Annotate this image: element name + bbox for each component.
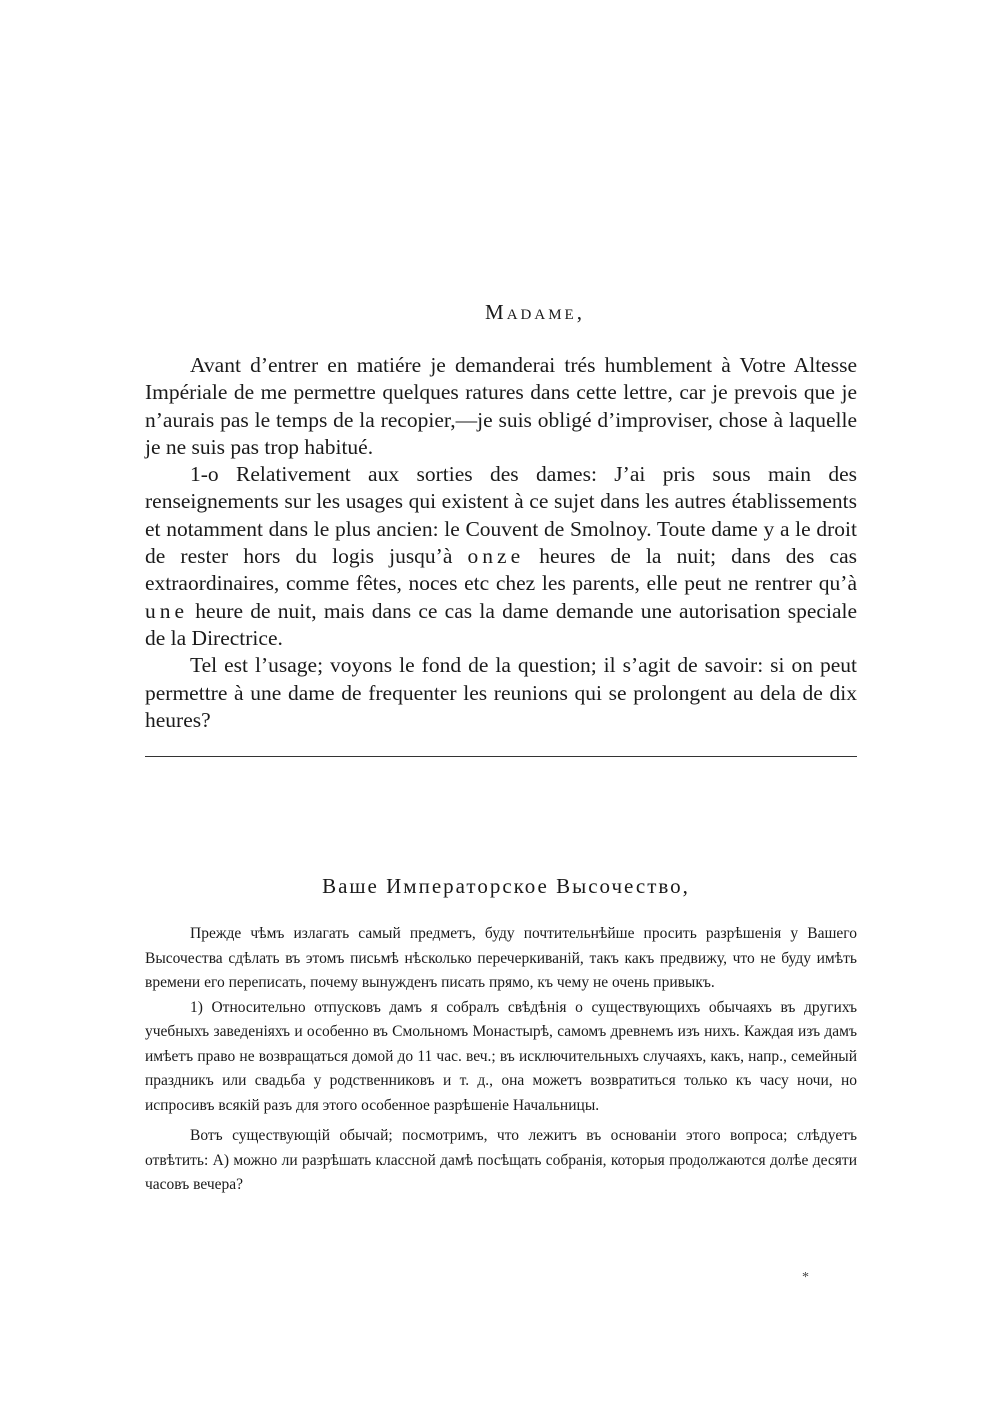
french-paragraph-2: 1-o Relativement aux sorties des dames: J’ai pris sous main des renseignements sur les usages qui existent à ce sujet dans les autres établissements et notamment dans le plus ancien: le Couvent de Smolnoy. Toute dame y a le droit de rester hors du logis jusqu’à onze heures de la nuit; dans des cas extraordinaires, comme fêtes, noces etc chez les parents, elle peut ne rentrer qu’à une heure de nuit, mais dans ce cas la dame demande une autorisation speciale de la Directrice. — [145, 462, 857, 650]
russian-salutation: Ваше Императорское Высочество, — [322, 874, 690, 898]
french-letter-body — [145, 352, 857, 734]
french-salutation: Madame, — [485, 300, 585, 324]
french-paragraph-1: Avant d’entrer en matiére je demanderai trés humblement à Votre Altesse Impériale de me permettre quelques ratures dans cette lettre, car je prevois que je n’aurais pas le temps de la recopier,—je suis obligé d’improviser, chose à laquelle je ne suis pas trop habitué. — [145, 353, 857, 459]
footnote-mark: * — [802, 1270, 809, 1285]
russian-paragraph-1: Прежде чѣмъ излагать самый предметъ, буду почтительнѣйше просить разрѣшенія у Вашего Высочества сдѣлать въ этомъ письмѣ нѣсколько перечеркиваній, такъ какъ предвижу, что не буду имѣть времени его переписать, почему вынужденъ писать прямо, къ чему не очень привыкъ. — [145, 925, 857, 991]
emphasis-onze: onze — [467, 544, 525, 569]
french-paragraph-3: Tel est l’usage; voyons le fond de la question; il s’agit de savoir: si on peut permettre à une dame de frequenter les reunions qui se prolongent au dela de dix heures? — [145, 653, 857, 732]
section-divider — [145, 756, 857, 757]
russian-paragraph-2: 1) Относительно отпусковъ дамъ я собралъ свѣдѣнія о существующихъ обычаяхъ въ другихъ учебныхъ заведеніяхъ и особенно въ Смольномъ Монастырѣ, самомъ древнемъ изъ нихъ. Каждая изъ дамъ имѣетъ право не возвращаться домой до 11 час. веч.; въ исключительныхъ случаяхъ, какъ, напр., семейный праздникъ или свадьба у родственниковъ и т. д., она можетъ возвратиться только къ часу ночи, но испросивъ всякій разъ для этого особенное разрѣшеніе Начальницы. — [145, 998, 857, 1114]
emphasis-une: une — [145, 598, 189, 623]
russian-paragraph-3: Вотъ существующій обычай; посмотримъ, что лежитъ въ основаніи этого вопроса; слѣдуетъ отвѣтить: А) можно ли разрѣшать классной дамѣ посѣщать собранія, которыя продолжаются долѣе десяти часовъ вечера? — [145, 1127, 857, 1193]
russian-letter-body — [145, 922, 857, 1198]
